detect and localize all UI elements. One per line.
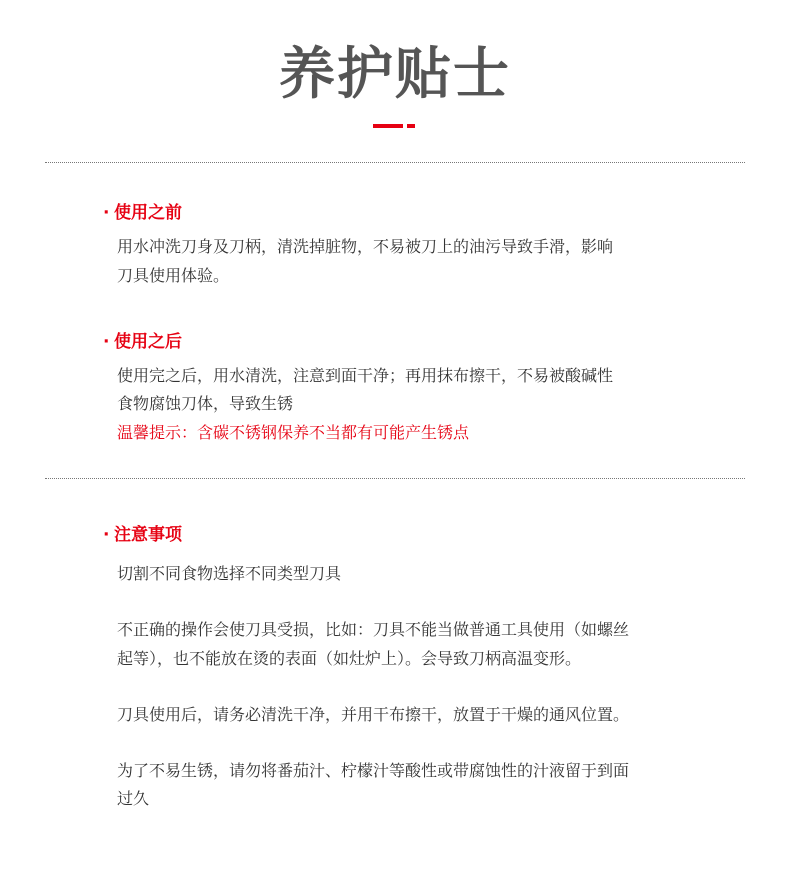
title-accent-bar xyxy=(373,124,403,128)
bullet-dot: · xyxy=(103,203,110,223)
section-title-text: 注意事项 xyxy=(114,525,182,545)
section-title-notes xyxy=(103,523,182,547)
section-title-text: 使用之前 xyxy=(114,203,182,223)
before-use-line-2: 刀具使用体验。 xyxy=(117,266,230,285)
page-title: 养护贴士 xyxy=(279,42,511,107)
section-divider-top xyxy=(45,162,745,163)
notes-paragraph-4-line-1: 为了不易生锈，请勿将番茄汁、柠檬汁等酸性或带腐蚀性的汁液留于到面 xyxy=(117,761,630,780)
notes-paragraph-1-line-1: 切割不同食物选择不同类型刀具 xyxy=(117,564,342,583)
section-title-after-use xyxy=(103,330,182,354)
bullet-dot: · xyxy=(103,332,110,352)
before-use-line-1: 用水冲洗刀身及刀柄，清洗掉脏物，不易被刀上的油污导致手滑，影响 xyxy=(117,237,614,256)
after-use-line-2: 食物腐蚀刀体，导致生锈 xyxy=(117,394,294,413)
notes-paragraph-3-line-1: 刀具使用后，请务必清洗干净，并用干布擦干，放置于干燥的通风位置。 xyxy=(117,705,630,724)
rust-warning-note: 温馨提示：含碳不锈钢保养不当都有可能产生锈点 xyxy=(117,423,470,442)
section-title-before-use xyxy=(103,201,182,225)
notes-paragraph-4-line-2: 过久 xyxy=(117,789,150,808)
notes-paragraph-2-line-1: 不正确的操作会使刀具受损，比如：刀具不能当做普通工具使用（如螺丝 xyxy=(117,620,630,639)
section-title-text: 使用之后 xyxy=(114,332,182,352)
bullet-dot: · xyxy=(103,525,110,545)
notes-paragraph-2-line-2: 起等），也不能放在烫的表面（如灶炉上）。会导致刀柄高温变形。 xyxy=(117,649,582,668)
title-accent-dot xyxy=(407,124,415,128)
section-divider-middle xyxy=(45,478,745,479)
after-use-line-1: 使用完之后，用水清洗，注意到面干净；再用抹布擦干，不易被酸碱性 xyxy=(117,366,614,385)
